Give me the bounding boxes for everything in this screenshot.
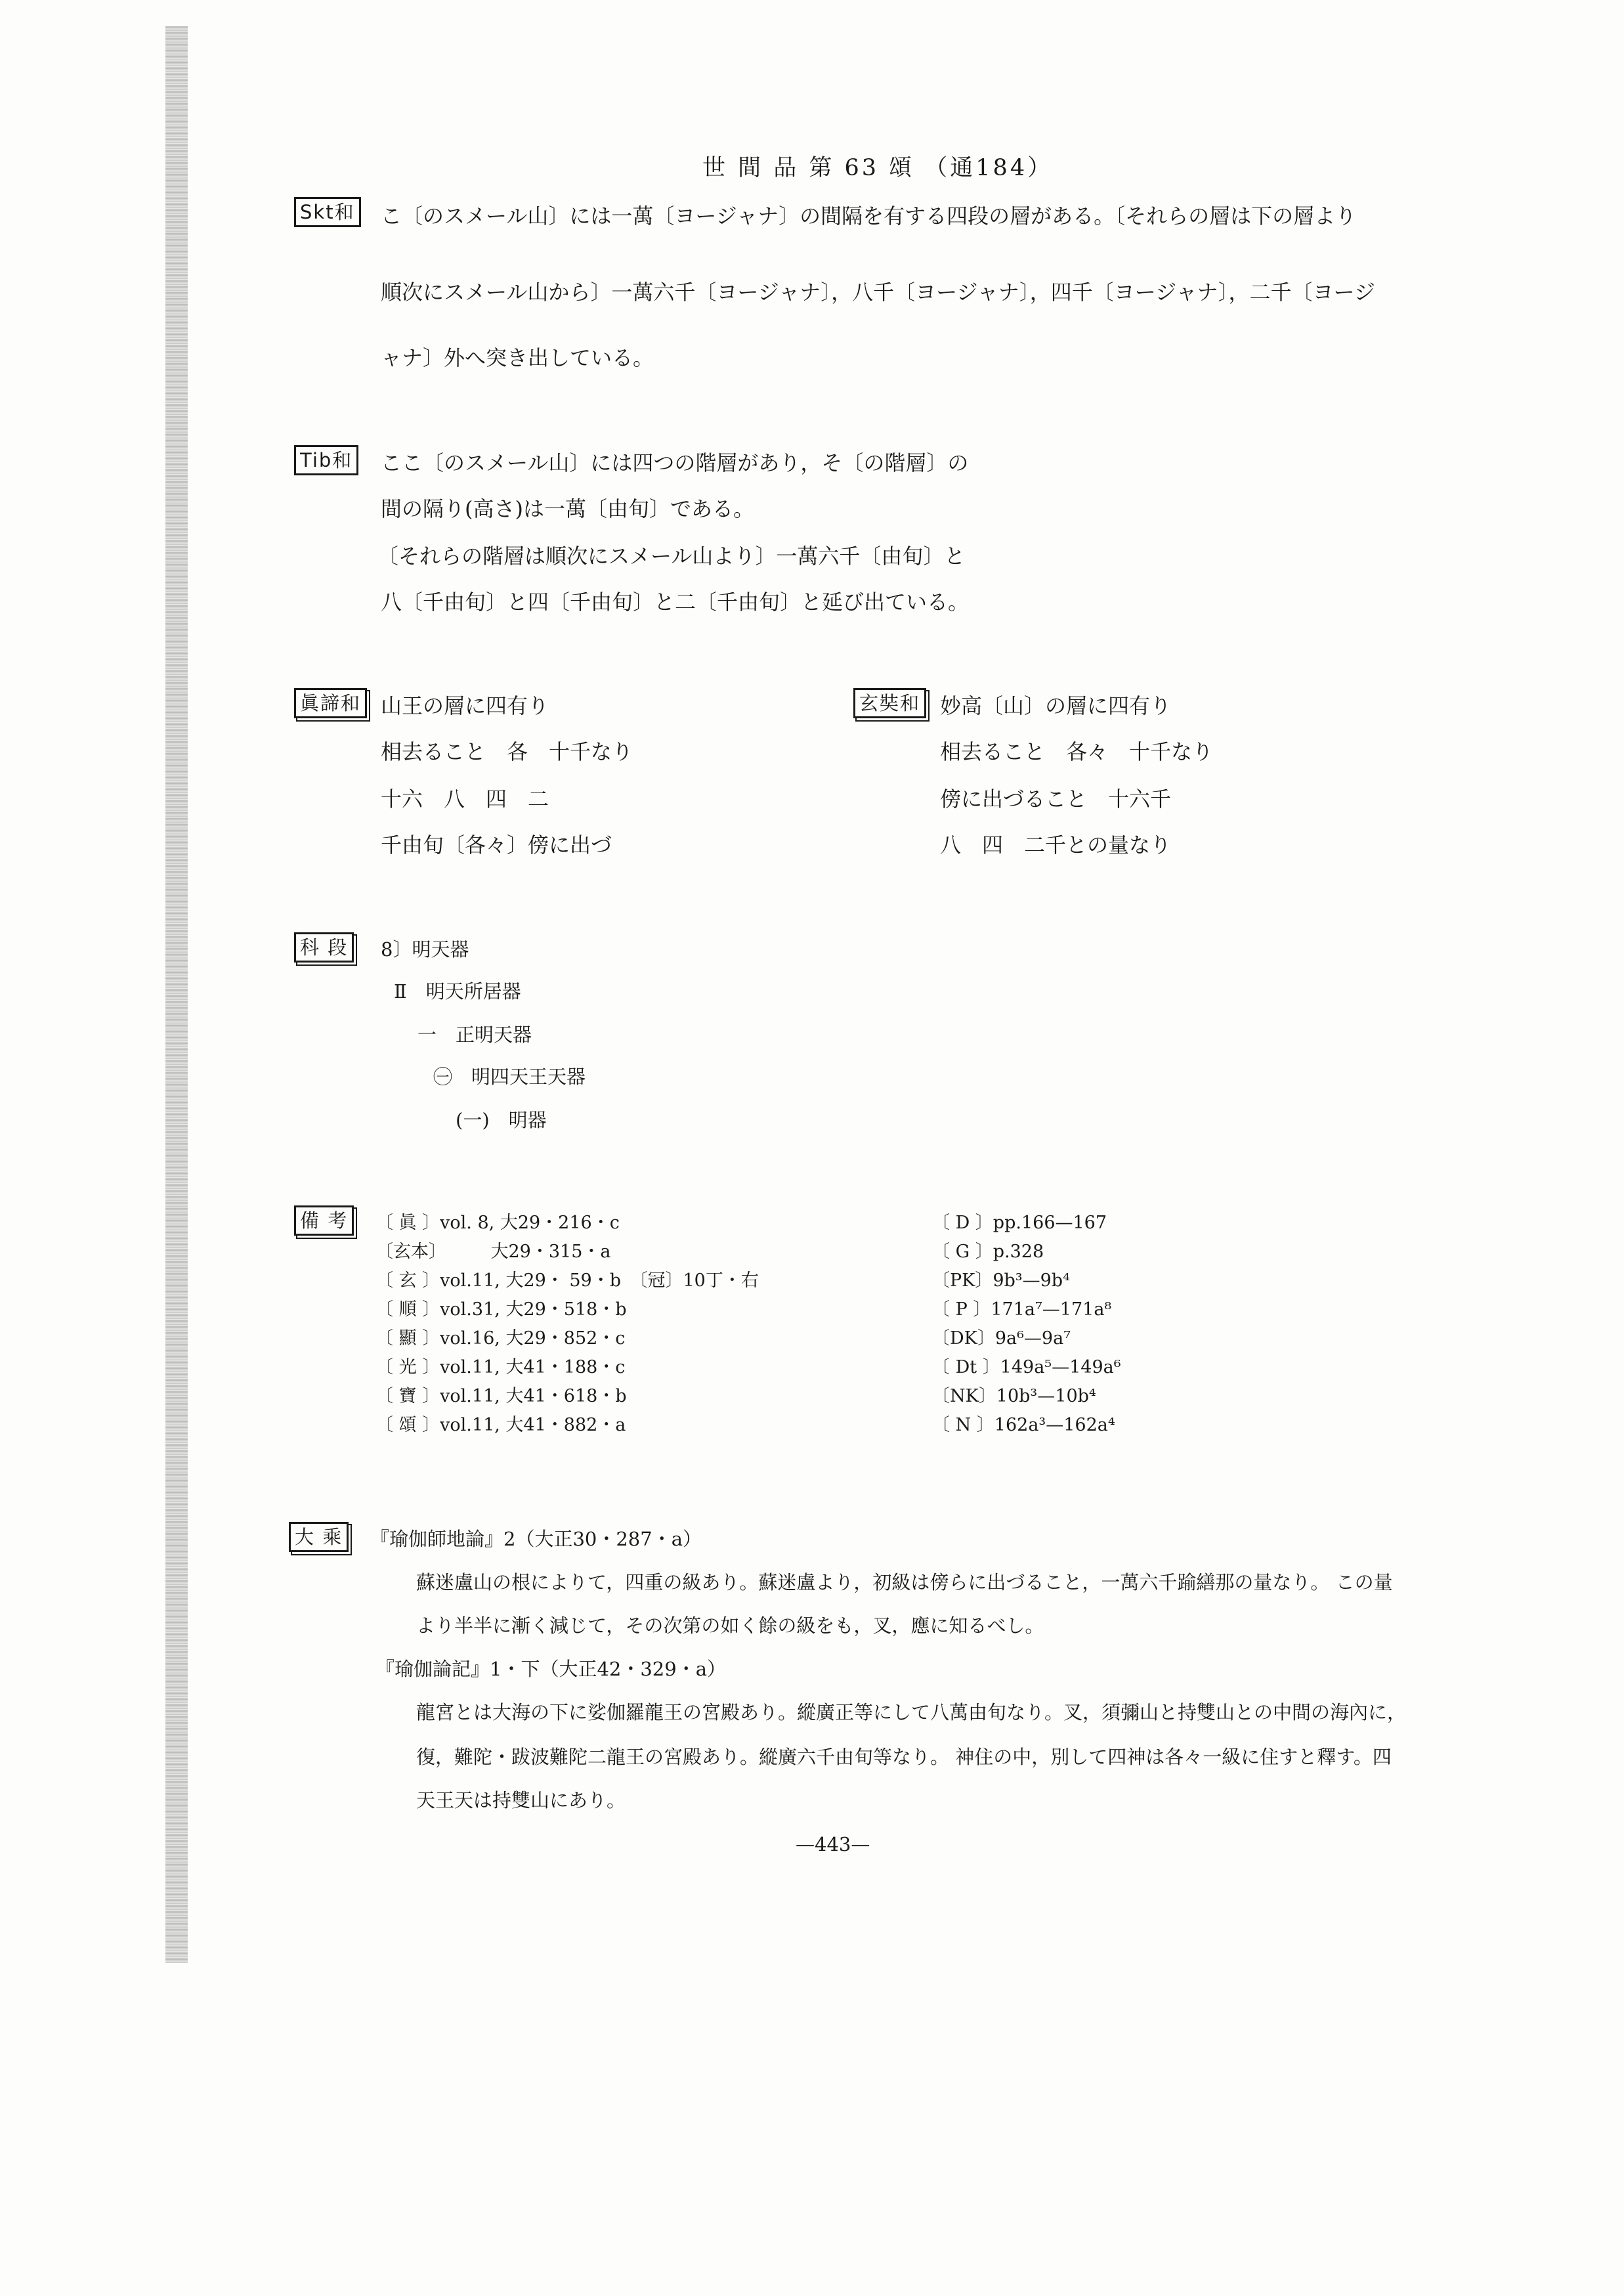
ref-left-1: 〔 眞 〕vol. 8, 大29・216・c [375, 1213, 620, 1233]
daijo-para1-line-1: 蘇迷盧山の根によりて，四重の級あり。蘇迷盧より，初級は傍らに出づること，一萬六千踰繕那の量なり。 この量 [416, 1571, 1393, 1593]
ref-right-7: 〔NK〕10b³—10b⁴ [932, 1386, 1096, 1406]
ref-right-3: 〔PK〕9b³—9b⁴ [932, 1270, 1070, 1291]
skt-tag: Skt和 [294, 197, 361, 227]
paramartha-line-1: 山王の層に四有り [381, 693, 549, 718]
ref-right-4: 〔 P 〕171a⁷—171a⁸ [932, 1299, 1112, 1320]
ref-right-2: 〔 G 〕p.328 [932, 1242, 1044, 1262]
daijo-para2-line-3: 天王天は持雙山にあり。 [416, 1789, 626, 1811]
tib-line-3: 〔それらの階層は順次にスメール山より〕一萬六千〔由旬〕と [377, 544, 966, 569]
kadan-line-3: 一 正明天器 [417, 1024, 532, 1046]
daijo-tag: 大 乘 [289, 1522, 349, 1552]
ref-right-5: 〔DK〕9a⁶—9a⁷ [932, 1328, 1071, 1349]
skt-line-2: 順次にスメール山から〕一萬六千〔ヨージャナ〕，八千〔ヨージャナ〕，四千〔ヨージャナ〕，二千〔ヨージ [381, 280, 1375, 305]
tib-line-4: 八〔千由旬〕と四〔千由旬〕と二〔千由旬〕と延び出ている。 [381, 590, 970, 615]
ref-left-3: 〔 玄 〕vol.11, 大29・ 59・b 〔冠〕10丁・右 [375, 1270, 759, 1291]
ref-left-7: 〔 寶 〕vol.11, 大41・618・b [375, 1386, 627, 1406]
skt-line-1: こ〔のスメール山〕には一萬〔ヨージャナ〕の間隔を有する四段の層がある。〔それらの層は下の層より [381, 204, 1357, 228]
scan-binding-edge [165, 26, 188, 1963]
daijo-para2-line-2: 復，難陀・跋波難陀二龍王の宮殿あり。縱廣六千由旬等なり。 神住の中，別して四神は各々一級に住すと釋す。四 [416, 1746, 1392, 1768]
kadan-line-1: 8〕明天器 [381, 938, 469, 961]
kadan-line-5: (一) 明器 [456, 1109, 547, 1131]
daijo-heading-1: 『瑜伽師地論』2（大正30・287・a） [370, 1528, 702, 1550]
page-number: —443— [796, 1833, 870, 1855]
ref-left-6: 〔 光 〕vol.11, 大41・188・c [375, 1357, 626, 1377]
daijo-heading-2: 『瑜伽論記』1・下（大正42・329・a） [375, 1658, 726, 1680]
daijo-para1-line-2: より半半に漸く減じて，その次第の如く餘の級をも，叉，應に知るべし。 [416, 1614, 1044, 1637]
ref-right-6: 〔 Dt 〕149a⁵—149a⁶ [932, 1357, 1121, 1377]
ref-left-5: 〔 顯 〕vol.16, 大29・852・c [375, 1328, 626, 1349]
tib-line-2: 間の隔り(高さ)は一萬〔由旬〕である。 [381, 496, 754, 521]
ref-left-4: 〔 順 〕vol.31, 大29・518・b [375, 1299, 627, 1320]
ref-right-1: 〔 D 〕pp.166—167 [932, 1213, 1107, 1233]
skt-line-3: ャナ〕外へ突き出している。 [381, 345, 654, 370]
xuanzang-line-1: 妙高〔山〕の層に四有り [940, 693, 1172, 718]
tib-line-1: ここ〔のスメール山〕には四つの階層があり，そ〔の階層〕の [381, 450, 969, 475]
paramartha-line-2: 相去ること 各 十千なり [381, 739, 633, 764]
kadan-line-2: Ⅱ 明天所居器 [394, 980, 521, 1003]
ref-left-2: 〔玄本〕 大29・315・a [375, 1242, 611, 1262]
tib-tag: Tib和 [294, 445, 358, 475]
ref-left-8: 〔 頌 〕vol.11, 大41・882・a [375, 1415, 626, 1435]
xuanzang-tag: 玄奘和 [853, 688, 926, 718]
xuanzang-line-4: 八 四 二千との量なり [940, 833, 1172, 857]
ref-right-8: 〔 N 〕162a³—162a⁴ [932, 1415, 1115, 1435]
page-title: 世 間 品 第 63 頌 （通184） [702, 155, 1054, 181]
xuanzang-line-3: 傍に出づること 十六千 [940, 787, 1172, 812]
paramartha-tag: 眞諦和 [294, 688, 367, 718]
kadan-tag: 科 段 [294, 932, 354, 963]
paramartha-line-4: 千由旬〔各々〕傍に出づ [381, 833, 612, 857]
xuanzang-line-2: 相去ること 各々 十千なり [940, 739, 1214, 764]
kadan-line-4: ㊀ 明四天王天器 [433, 1066, 586, 1088]
paramartha-line-3: 十六 八 四 二 [381, 787, 549, 812]
biko-tag: 備 考 [294, 1205, 354, 1236]
daijo-para2-line-1: 龍宮とは大海の下に娑伽羅龍王の宮殿あり。縱廣正等にして八萬由旬なり。叉，須彌山と持雙山との中間の海內に， [416, 1701, 1407, 1723]
